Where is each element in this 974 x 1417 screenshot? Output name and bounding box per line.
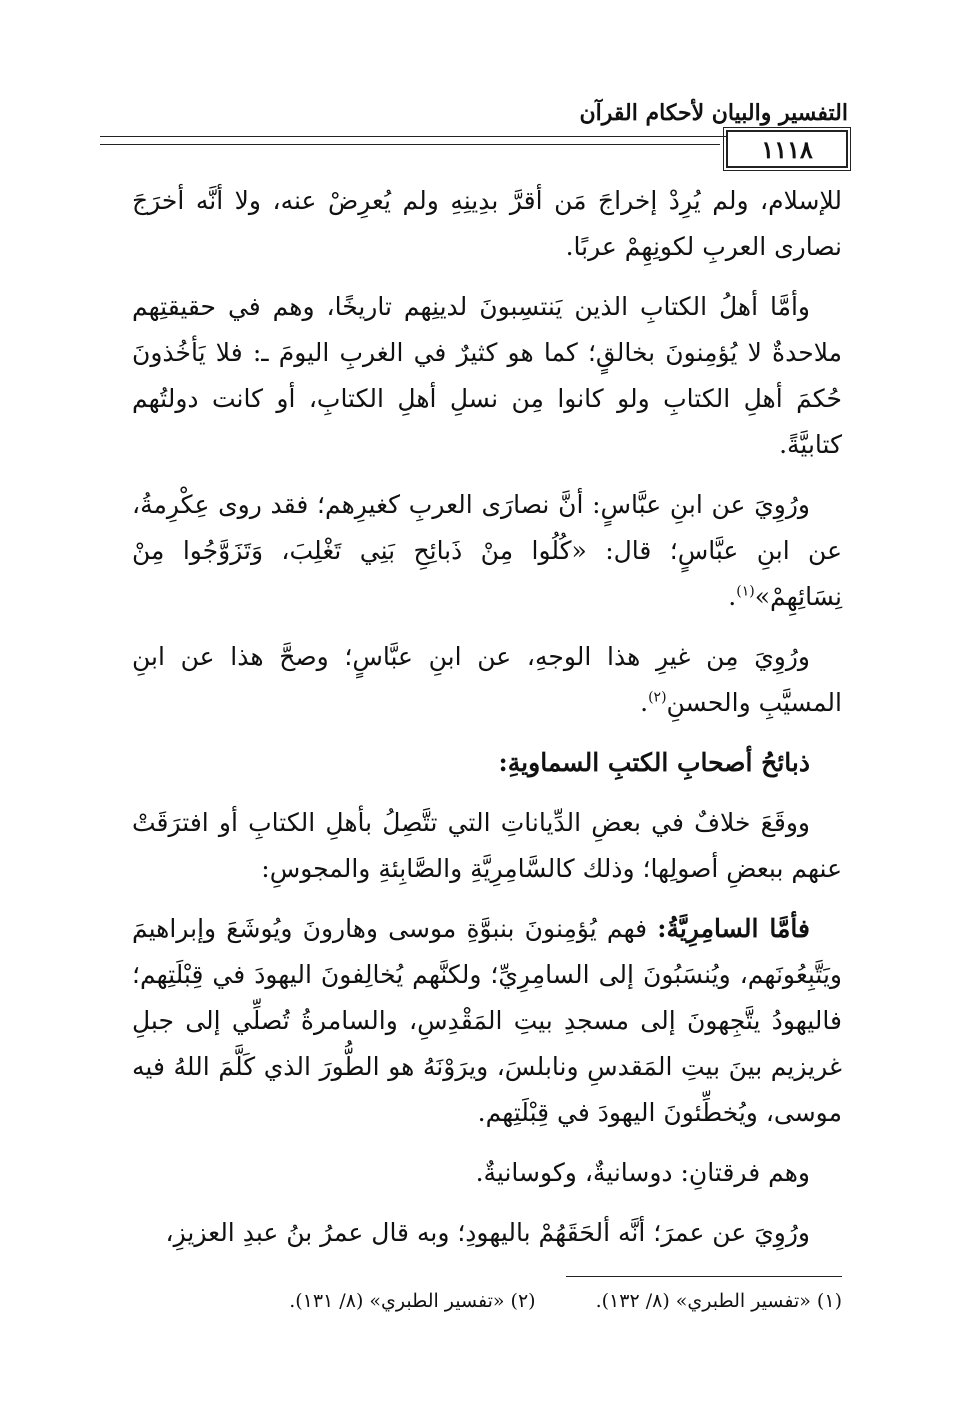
- paragraph: وأمَّا أهلُ الكتابِ الذين يَنتسِبونَ لدينِهم تاريخًا، وهم في حقيقتِهم ملاحدةٌ لا يُؤمِنونَ بخالقٍ؛ كما هو كثيرٌ في الغربِ اليومَ ـ: فلا يَأخُذونَ حُكمَ أهلِ الكتابِ ولو كانوا مِن نسلِ أهلِ الكتابِ، أو كانت دولتُهم كتابيَّةً.: [132, 292, 842, 459]
- paragraph-lead: فأمَّا السامِرِيَّةُ:: [657, 914, 810, 943]
- body-text: [132, 178, 842, 1270]
- running-title: التفسير والبيان لأحكام القرآن: [579, 100, 848, 126]
- paragraph: ورُوِيَ مِن غيرِ هذا الوجهِ، عن ابنِ عبَّاسٍ؛ وصحَّ هذا عن ابنِ المسيَّبِ والحسنِ$^{(٢)}$.: [132, 642, 842, 717]
- paragraph: ورُوِيَ عن عمرَ؛ أنَّه ألحَقَهُمْ باليهودِ؛ وبه قال عمرُ بنُ عبدِ العزيزِ،: [165, 1218, 810, 1247]
- footnote-ref: (١): [736, 583, 755, 600]
- page-number: ١١١٨: [726, 130, 848, 168]
- footnote-divider: [566, 1276, 842, 1277]
- paragraph: ورُوِيَ عن ابنِ عبَّاسٍ: أنَّ نصارَى العربِ كغيرِهم؛ فقد روى عِكْرِمةُ، عن ابنِ عبَّاسٍ؛ قال: «كُلُوا مِنْ ذَبائِحِ بَنِي تَغْلِبَ، وَتَزَوَّجُوا مِنْ نِسَائِهِمْ»$^{(١)}$.: [132, 490, 842, 611]
- paragraph-text: ورُوِيَ مِن غيرِ هذا الوجهِ، عن ابنِ عبَّاسٍ؛ وصحَّ هذا عن ابنِ المسيَّبِ والحسنِ: [132, 642, 842, 717]
- footnote: (١) «تفسير الطبري» (٨/ ١٣٢).: [595, 1290, 842, 1312]
- paragraph: وهم فرقتانِ: دوسانيةٌ، وكوسانيةٌ.: [475, 1158, 810, 1187]
- footnotes: [132, 1290, 842, 1312]
- paragraph: ووقَعَ خلافٌ في بعضِ الدِّياناتِ التي تتَّصِلُ بأهلِ الكتابِ أو افترَقَتْ عنهم ببعضِ أصولِها؛ وذلك كالسَّامِرِيَّةِ والصَّابِئةِ والمجوسِ:: [132, 808, 842, 883]
- footnote-ref: (٢): [648, 689, 667, 706]
- header-rule-bottom: [100, 144, 720, 145]
- section-heading: ذبائحُ أصحابِ الكتبِ السماويةِ:: [498, 748, 810, 777]
- page-header: [100, 88, 848, 168]
- footnote: (٢) «تفسير الطبري» (٨/ ١٣١).: [289, 1290, 536, 1312]
- paragraph-text: فهم يُؤمِنونَ بنبوَّةِ موسى وهارونَ ويُوشَعَ وإبراهيمَ ويَتَّبِعُونَهم، ويُنسَبُونَ إلى السامِرِيِّ؛ ولكنَّهم يُخالِفونَ اليهودَ في قِبْلَتِهم؛ فاليهودُ يتَّجِهونَ إلى مسجدِ بيتِ المَقْدِسِ، والسامرةُ تُصلِّي إلى جبلِ غريزيم بينَ بيتِ المَقدسِ ونابلسَ، ويرَوْنَهُ هو الطُّورَ الذي كَلَّمَ اللهُ فيه موسى، ويُخطِّئونَ اليهودَ في قِبْلَتِهم.: [132, 914, 842, 1127]
- paragraph: [132, 906, 842, 1136]
- paragraph-text: ورُوِيَ عن ابنِ عبَّاسٍ: أنَّ نصارَى العربِ كغيرِهم؛ فقد روى عِكْرِمةُ، عن ابنِ عبَّاسٍ؛ قال: «كُلُوا مِنْ ذَبائِحِ بَنِي تَغْلِبَ، وَتَزَوَّجُوا مِنْ نِسَائِهِمْ»: [132, 490, 842, 611]
- paragraph: للإسلام، ولم يُرِدْ إخراجَ مَن أقرَّ بدِينِهِ ولم يُعرِضْ عنه، ولا أنَّه أخرَجَ نصارى العربِ لكونِهِمْ عربًا.: [132, 186, 842, 261]
